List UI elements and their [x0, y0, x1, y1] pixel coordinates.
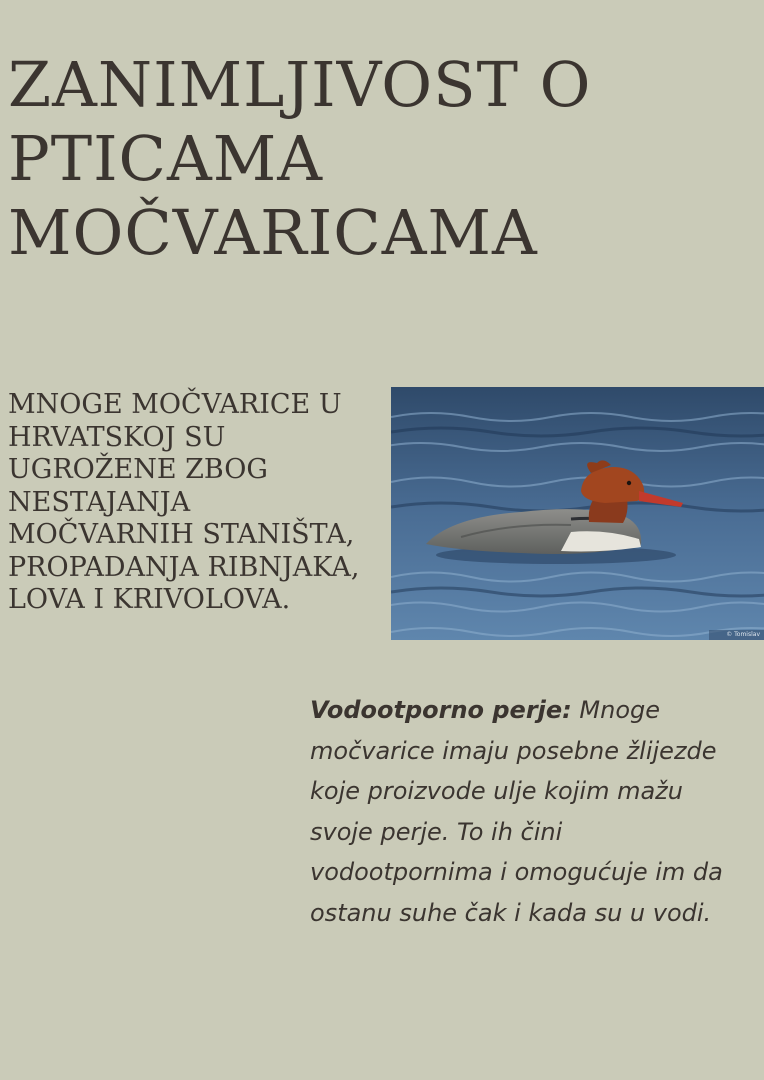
fact-body: Mnoge močvarice imaju posebne žlijezde koje proizvode ulje kojim mažu svoje perje. To ih čini vodootpornima i omogućuje im da ostanu suhe čak i kada su u vodi. [310, 696, 723, 927]
fact-heading: Vodootporno perje: [310, 696, 572, 724]
duck-photo [391, 387, 764, 640]
photo-credit: © Tomislav [726, 631, 760, 638]
duck-illustration [391, 387, 764, 640]
page-title: ZANIMLJIVOST O PTICAMA MOČVARICAMA [8, 48, 592, 269]
fact-paragraph [310, 690, 730, 933]
intro-paragraph: MNOGE MOČVARICE U HRVATSKOJ SU UGROŽENE ZBOG NESTAJANJA MOČVARNIH STANIŠTA, PROPADANJA RIBNJAKA, LOVA I KRIVOLOVA. [8, 389, 360, 615]
